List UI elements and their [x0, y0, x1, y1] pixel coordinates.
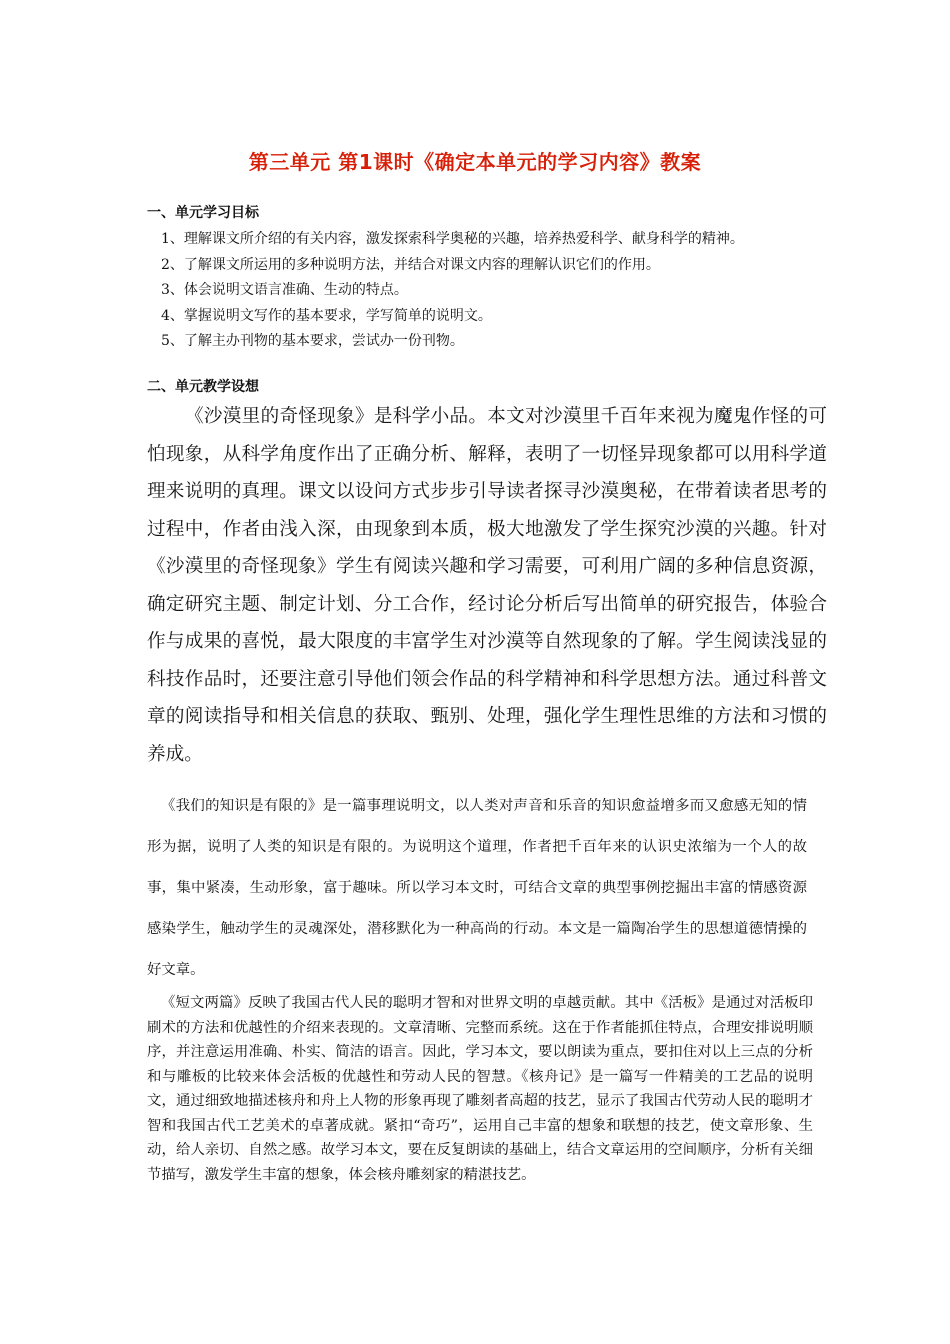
section-heading-teaching-ideas: 二、单元教学设想	[147, 379, 259, 395]
paragraph-text: 《短文两篇》反映了我国古代人民的聪明才智和对世界文明的卓越贡献。其中《活板》是通过对活板印刷术的方法和优越性的介绍来表现的。文章清晰、完整而系统。这在于作者能抓住特点，合理安排说明顺序，并注意运用准确、朴实、简洁的语言。因此，学习本文，要以朗读为重点，要扣住对以上三点的分析和与雕板的比较来体会活板的优越性和劳动人民的智慧。《核舟记》是一篇写一件精美的工艺品的说明文，通过细致地描述核舟和舟上人物的形象再现了雕刻者高超的技艺，显示了我国古代劳动人民的聪明才智和我国古代工艺美术的卓著成就。紧扣“奇巧”，运用自己丰富的想象和联想的技艺，使文章形象、生动，给人亲切、自然之感。故学习本文，要在反复朗读的基础上，结合文章运用的空间顺序，分析有关细节描写，激发学生丰富的想象，体会核舟雕刻家的精湛技艺。	[147, 995, 813, 1183]
goal-item: 4、掌握说明文写作的基本要求，学写简单的说明文。	[161, 307, 492, 324]
goal-item: 5、了解主办刊物的基本要求，尝试办一份刊物。	[161, 333, 464, 349]
goal-item: 3、体会说明文语言准确、生动的特点。	[161, 282, 408, 298]
section-heading-goals: 一、单元学习目标	[147, 205, 259, 221]
desert-paragraph	[147, 398, 827, 773]
paragraph-text: 《沙漠里的奇怪现象》是科学小品。本文对沙漠里千百年来视为魔鬼作怪的可怕现象，从科学角度作出了正确分析、解释，表明了一切怪异现象都可以用科学道理来说明的真理。课文以设问方式步步引导读者探寻沙漠奥秘，在带着读者思考的过程中，作者由浅入深，由现象到本质，极大地激发了学生探究沙漠的兴趣。针对《沙漠里的奇怪现象》学生有阅读兴趣和学习需要，可利用广阔的多种信息资源，确定研究主题、制定计划、分工合作，经讨论分析后写出简单的研究报告，体验合作与成果的喜悦，最大限度的丰富学生对沙漠等自然现象的了解。学生阅读浅显的科技作品时，还要注意引导他们领会作品的科学精神和科学思想方法。通过科普文章的阅读指导和相关信息的获取、甄别、处理，强化学生理性思维的方法和习惯的养成。	[147, 406, 827, 765]
goals-list	[147, 227, 817, 355]
knowledge-paragraph	[147, 786, 807, 991]
goal-item: 1、理解课文所介绍的有关内容，激发探索科学奥秘的兴趣，培养热爱科学、献身科学的精神。	[161, 231, 744, 247]
paragraph-text: 《我们的知识是有限的》是一篇事理说明文，以人类对声音和乐音的知识愈益增多而又愈感无知的情形为据，说明了人类的知识是有限的。为说明这个道理，作者把千百年来的认识史浓缩为一个人的故事，集中紧凑，生动形象，富于趣味。所以学习本文时，可结合文章的典型事例挖掘出丰富的情感资源感染学生，触动学生的灵魂深处，潜移默化为一种高尚的行动。本文是一篇陶冶学生的思想道德情操的好文章。	[147, 798, 807, 978]
goal-item: 2、了解课文所运用的多种说明方法，并结合对课文内容的理解认识它们的作用。	[161, 256, 660, 273]
document-title: 第三单元 第1课时《确定本单元的学习内容》教案	[248, 150, 702, 174]
short-essays-paragraph	[147, 991, 813, 1187]
